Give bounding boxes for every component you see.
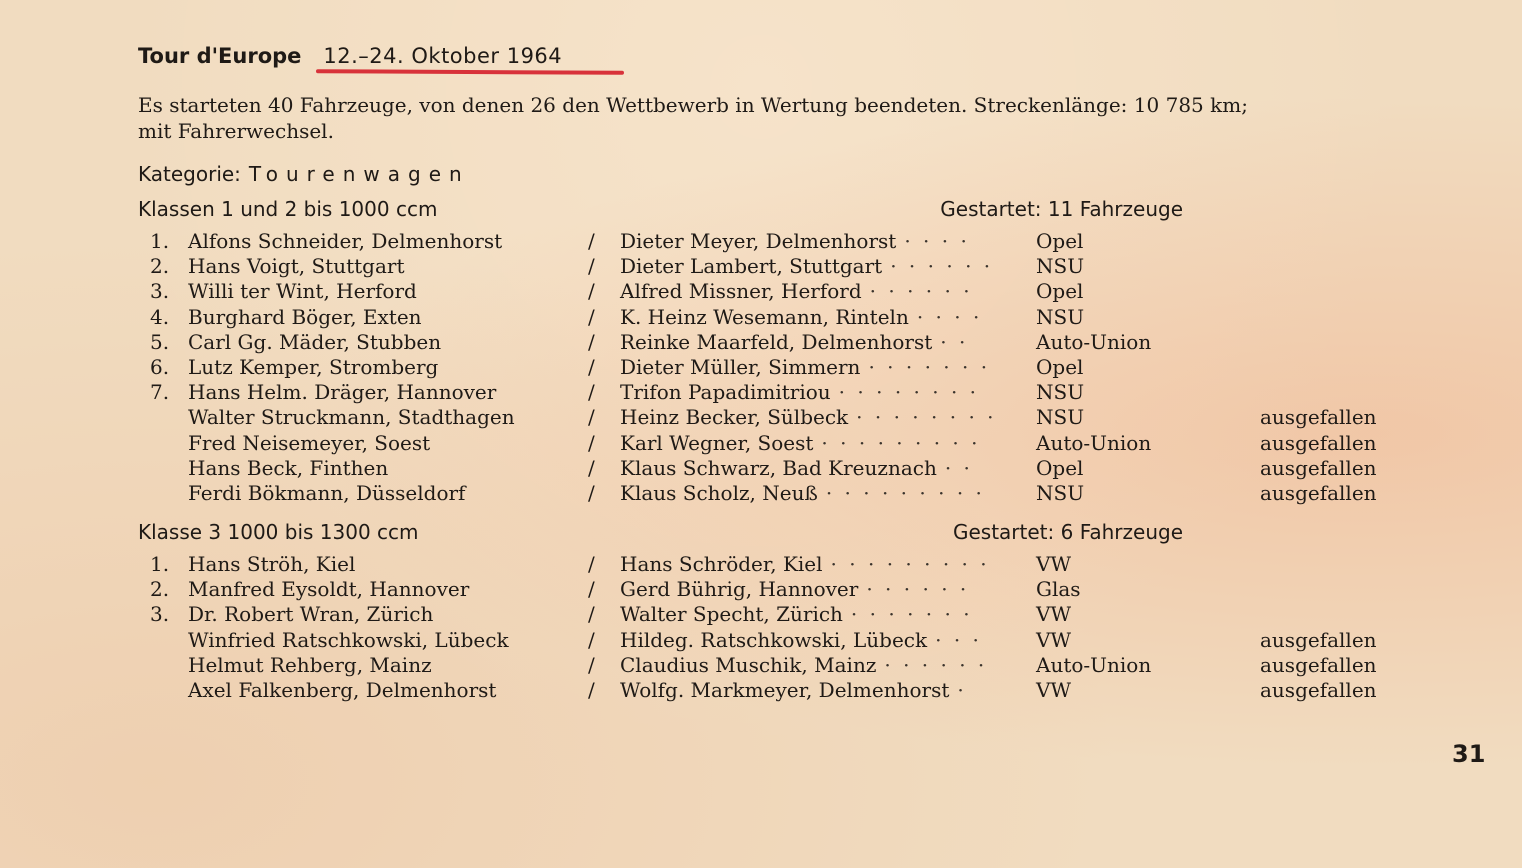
codriver-text: Karl Wegner, Soest xyxy=(620,430,814,455)
status-text: ausgefallen xyxy=(1260,652,1377,677)
car-make: Glas xyxy=(1036,577,1081,602)
leader-dots: · · · · xyxy=(916,304,983,329)
leader-dots: · · · · xyxy=(904,229,970,253)
codriver-text: Claudius Muschik, Mainz xyxy=(620,652,877,677)
leader-dots: · · · · · · · xyxy=(850,602,973,627)
driver-name: Lutz Kemper, Stromberg xyxy=(188,355,439,379)
started-count-3: Gestartet: 6 Fahrzeuge xyxy=(952,520,1183,544)
car-make: NSU xyxy=(1036,304,1085,329)
place-number: 2. xyxy=(150,254,170,279)
leader-dots: · · · · · · · · xyxy=(856,405,997,430)
codriver-text: Klaus Scholz, Neuß xyxy=(620,481,818,505)
car-make: Opel xyxy=(1036,279,1084,304)
driver-name: Burghard Böger, Exten xyxy=(188,304,422,329)
car-make: Auto-Union xyxy=(1036,430,1152,455)
codriver-text: Hans Schröder, Kiel xyxy=(620,552,823,576)
driver-name: Hans Beck, Finthen xyxy=(188,455,389,480)
separator: / xyxy=(588,455,595,480)
codriver-text: Wolfg. Markmeyer, Delmenhorst xyxy=(620,678,950,702)
car-make: VW xyxy=(1036,678,1071,702)
place-number: 1. xyxy=(150,229,170,253)
car-make: NSU xyxy=(1036,405,1085,430)
car-make: Auto-Union xyxy=(1036,329,1152,354)
codriver-name xyxy=(620,355,990,379)
place-number: 6. xyxy=(150,355,170,379)
codriver-name xyxy=(620,254,993,278)
leader-dots: · · · · · · xyxy=(890,254,994,279)
leader-dots: · · · xyxy=(935,627,982,652)
codriver-name xyxy=(620,678,967,702)
place-number: 1. xyxy=(150,552,170,576)
separator: / xyxy=(588,481,595,505)
intro-line-1: Es starteten 40 Fahrzeuge, von denen 26 den Wettbewerb in Wertung beendeten. Streckenlänge: 10 785 km; xyxy=(138,93,1248,117)
place-number: 2. xyxy=(150,577,170,602)
driver-name: Fred Neisemeyer, Soest xyxy=(188,430,431,455)
separator: / xyxy=(588,254,595,279)
leader-dots: · · · · · · · · xyxy=(838,380,980,405)
status-text: ausgefallen xyxy=(1260,430,1377,455)
leader-dots: · · xyxy=(940,329,969,354)
red-underline-mark xyxy=(316,69,624,75)
separator: / xyxy=(588,304,595,329)
codriver-name xyxy=(620,456,973,480)
driver-name: Manfred Eysoldt, Hannover xyxy=(188,577,470,602)
car-make: Opel xyxy=(1036,229,1084,253)
separator: / xyxy=(588,577,595,602)
leader-dots: · · · · · · xyxy=(884,652,988,677)
place-number: 3. xyxy=(150,602,170,627)
separator: / xyxy=(588,329,595,354)
place-number: 5. xyxy=(150,329,170,354)
codriver-name xyxy=(620,380,979,404)
car-make: NSU xyxy=(1036,481,1085,505)
status-text: ausgefallen xyxy=(1260,627,1377,652)
category-label: Kategorie: xyxy=(138,162,241,186)
leader-dots: · · xyxy=(944,455,973,480)
codriver-text: Dieter Müller, Simmern xyxy=(620,355,861,379)
separator: / xyxy=(588,380,595,405)
codriver-text: Heinz Becker, Sülbeck xyxy=(620,405,849,430)
class-heading-3: Klasse 3 1000 bis 1300 ccm xyxy=(138,520,419,544)
codriver-text: Trifon Papadimitriou xyxy=(620,380,831,405)
driver-name: Walter Struckmann, Stadthagen xyxy=(188,405,515,430)
codriver-text: Hildeg. Ratschkowski, Lübeck xyxy=(620,627,928,652)
codriver-name xyxy=(620,602,973,626)
codriver-name xyxy=(620,405,997,429)
codriver-name xyxy=(620,431,981,455)
driver-name: Hans Voigt, Stuttgart xyxy=(188,254,405,279)
separator: / xyxy=(588,405,595,430)
page-number: 31 xyxy=(1452,740,1486,768)
separator: / xyxy=(588,552,595,576)
codriver-name xyxy=(620,628,982,652)
separator: / xyxy=(588,678,595,702)
category-name: Tourenwagen xyxy=(248,162,470,186)
driver-name: Hans Helm. Dräger, Hannover xyxy=(188,380,497,405)
car-make: NSU xyxy=(1036,254,1085,279)
intro-paragraph xyxy=(138,92,1428,144)
codriver-text: Dieter Meyer, Delmenhorst xyxy=(620,229,897,253)
class-heading-1-2: Klassen 1 und 2 bis 1000 ccm xyxy=(138,197,438,221)
codriver-name xyxy=(620,552,990,576)
codriver-text: Klaus Schwarz, Bad Kreuznach xyxy=(620,455,937,480)
separator: / xyxy=(588,652,595,677)
car-make: NSU xyxy=(1036,380,1085,405)
leader-dots: · · · · · · · · · xyxy=(830,552,990,576)
codriver-text: Dieter Lambert, Stuttgart xyxy=(620,254,883,279)
place-number: 3. xyxy=(150,279,170,304)
car-make: Opel xyxy=(1036,355,1084,379)
codriver-name xyxy=(620,279,973,303)
codriver-name xyxy=(620,229,970,253)
driver-name: Hans Ströh, Kiel xyxy=(188,552,356,576)
separator: / xyxy=(588,279,595,304)
codriver-text: K. Heinz Wesemann, Rinteln xyxy=(620,304,909,329)
codriver-name xyxy=(620,481,985,505)
heading-date: 12.–24. Oktober 1964 xyxy=(323,44,563,68)
driver-name: Axel Falkenberg, Delmenhorst xyxy=(188,678,497,702)
driver-name: Winfried Ratschkowski, Lübeck xyxy=(188,627,509,652)
leader-dots: · · · · · · · · · xyxy=(825,481,985,505)
car-make: Auto-Union xyxy=(1036,652,1152,677)
separator: / xyxy=(588,430,595,455)
codriver-text: Gerd Bührig, Hannover xyxy=(620,577,859,602)
leader-dots: · · · · · · · · · xyxy=(821,430,981,455)
codriver-text: Reinke Maarfeld, Delmenhorst xyxy=(620,329,933,354)
leader-dots: · xyxy=(957,678,967,702)
codriver-name xyxy=(620,577,969,601)
driver-name: Carl Gg. Mäder, Stubben xyxy=(188,329,442,354)
driver-name: Alfons Schneider, Delmenhorst xyxy=(188,229,503,253)
document-heading xyxy=(138,44,562,68)
leader-dots: · · · · · · · xyxy=(868,355,991,379)
codriver-name xyxy=(620,653,987,677)
heading-title: Tour d'Europe xyxy=(138,44,302,68)
car-make: VW xyxy=(1036,627,1071,652)
status-text: ausgefallen xyxy=(1260,678,1377,702)
leader-dots: · · · · · · xyxy=(866,577,970,602)
leader-dots: · · · · · · xyxy=(869,279,973,304)
category-line xyxy=(138,162,470,186)
codriver-text: Walter Specht, Zürich xyxy=(620,602,843,627)
car-make: VW xyxy=(1036,602,1071,627)
car-make: VW xyxy=(1036,552,1071,576)
separator: / xyxy=(588,602,595,627)
codriver-text: Alfred Missner, Herford xyxy=(620,279,862,304)
intro-line-2: mit Fahrerwechsel. xyxy=(138,119,334,143)
started-count-1-2: Gestartet: 11 Fahrzeuge xyxy=(940,197,1183,221)
place-number: 7. xyxy=(150,380,170,405)
driver-name: Ferdi Bökmann, Düsseldorf xyxy=(188,481,466,505)
driver-name: Helmut Rehberg, Mainz xyxy=(188,652,432,677)
codriver-name xyxy=(620,330,968,354)
status-text: ausgefallen xyxy=(1260,405,1377,430)
status-text: ausgefallen xyxy=(1260,455,1377,480)
codriver-name xyxy=(620,305,982,329)
separator: / xyxy=(588,627,595,652)
place-number: 4. xyxy=(150,304,170,329)
separator: / xyxy=(588,229,595,253)
status-text: ausgefallen xyxy=(1260,481,1377,505)
separator: / xyxy=(588,355,595,379)
car-make: Opel xyxy=(1036,455,1084,480)
driver-name: Dr. Robert Wran, Zürich xyxy=(188,602,434,627)
driver-name: Willi ter Wint, Herford xyxy=(188,279,417,304)
